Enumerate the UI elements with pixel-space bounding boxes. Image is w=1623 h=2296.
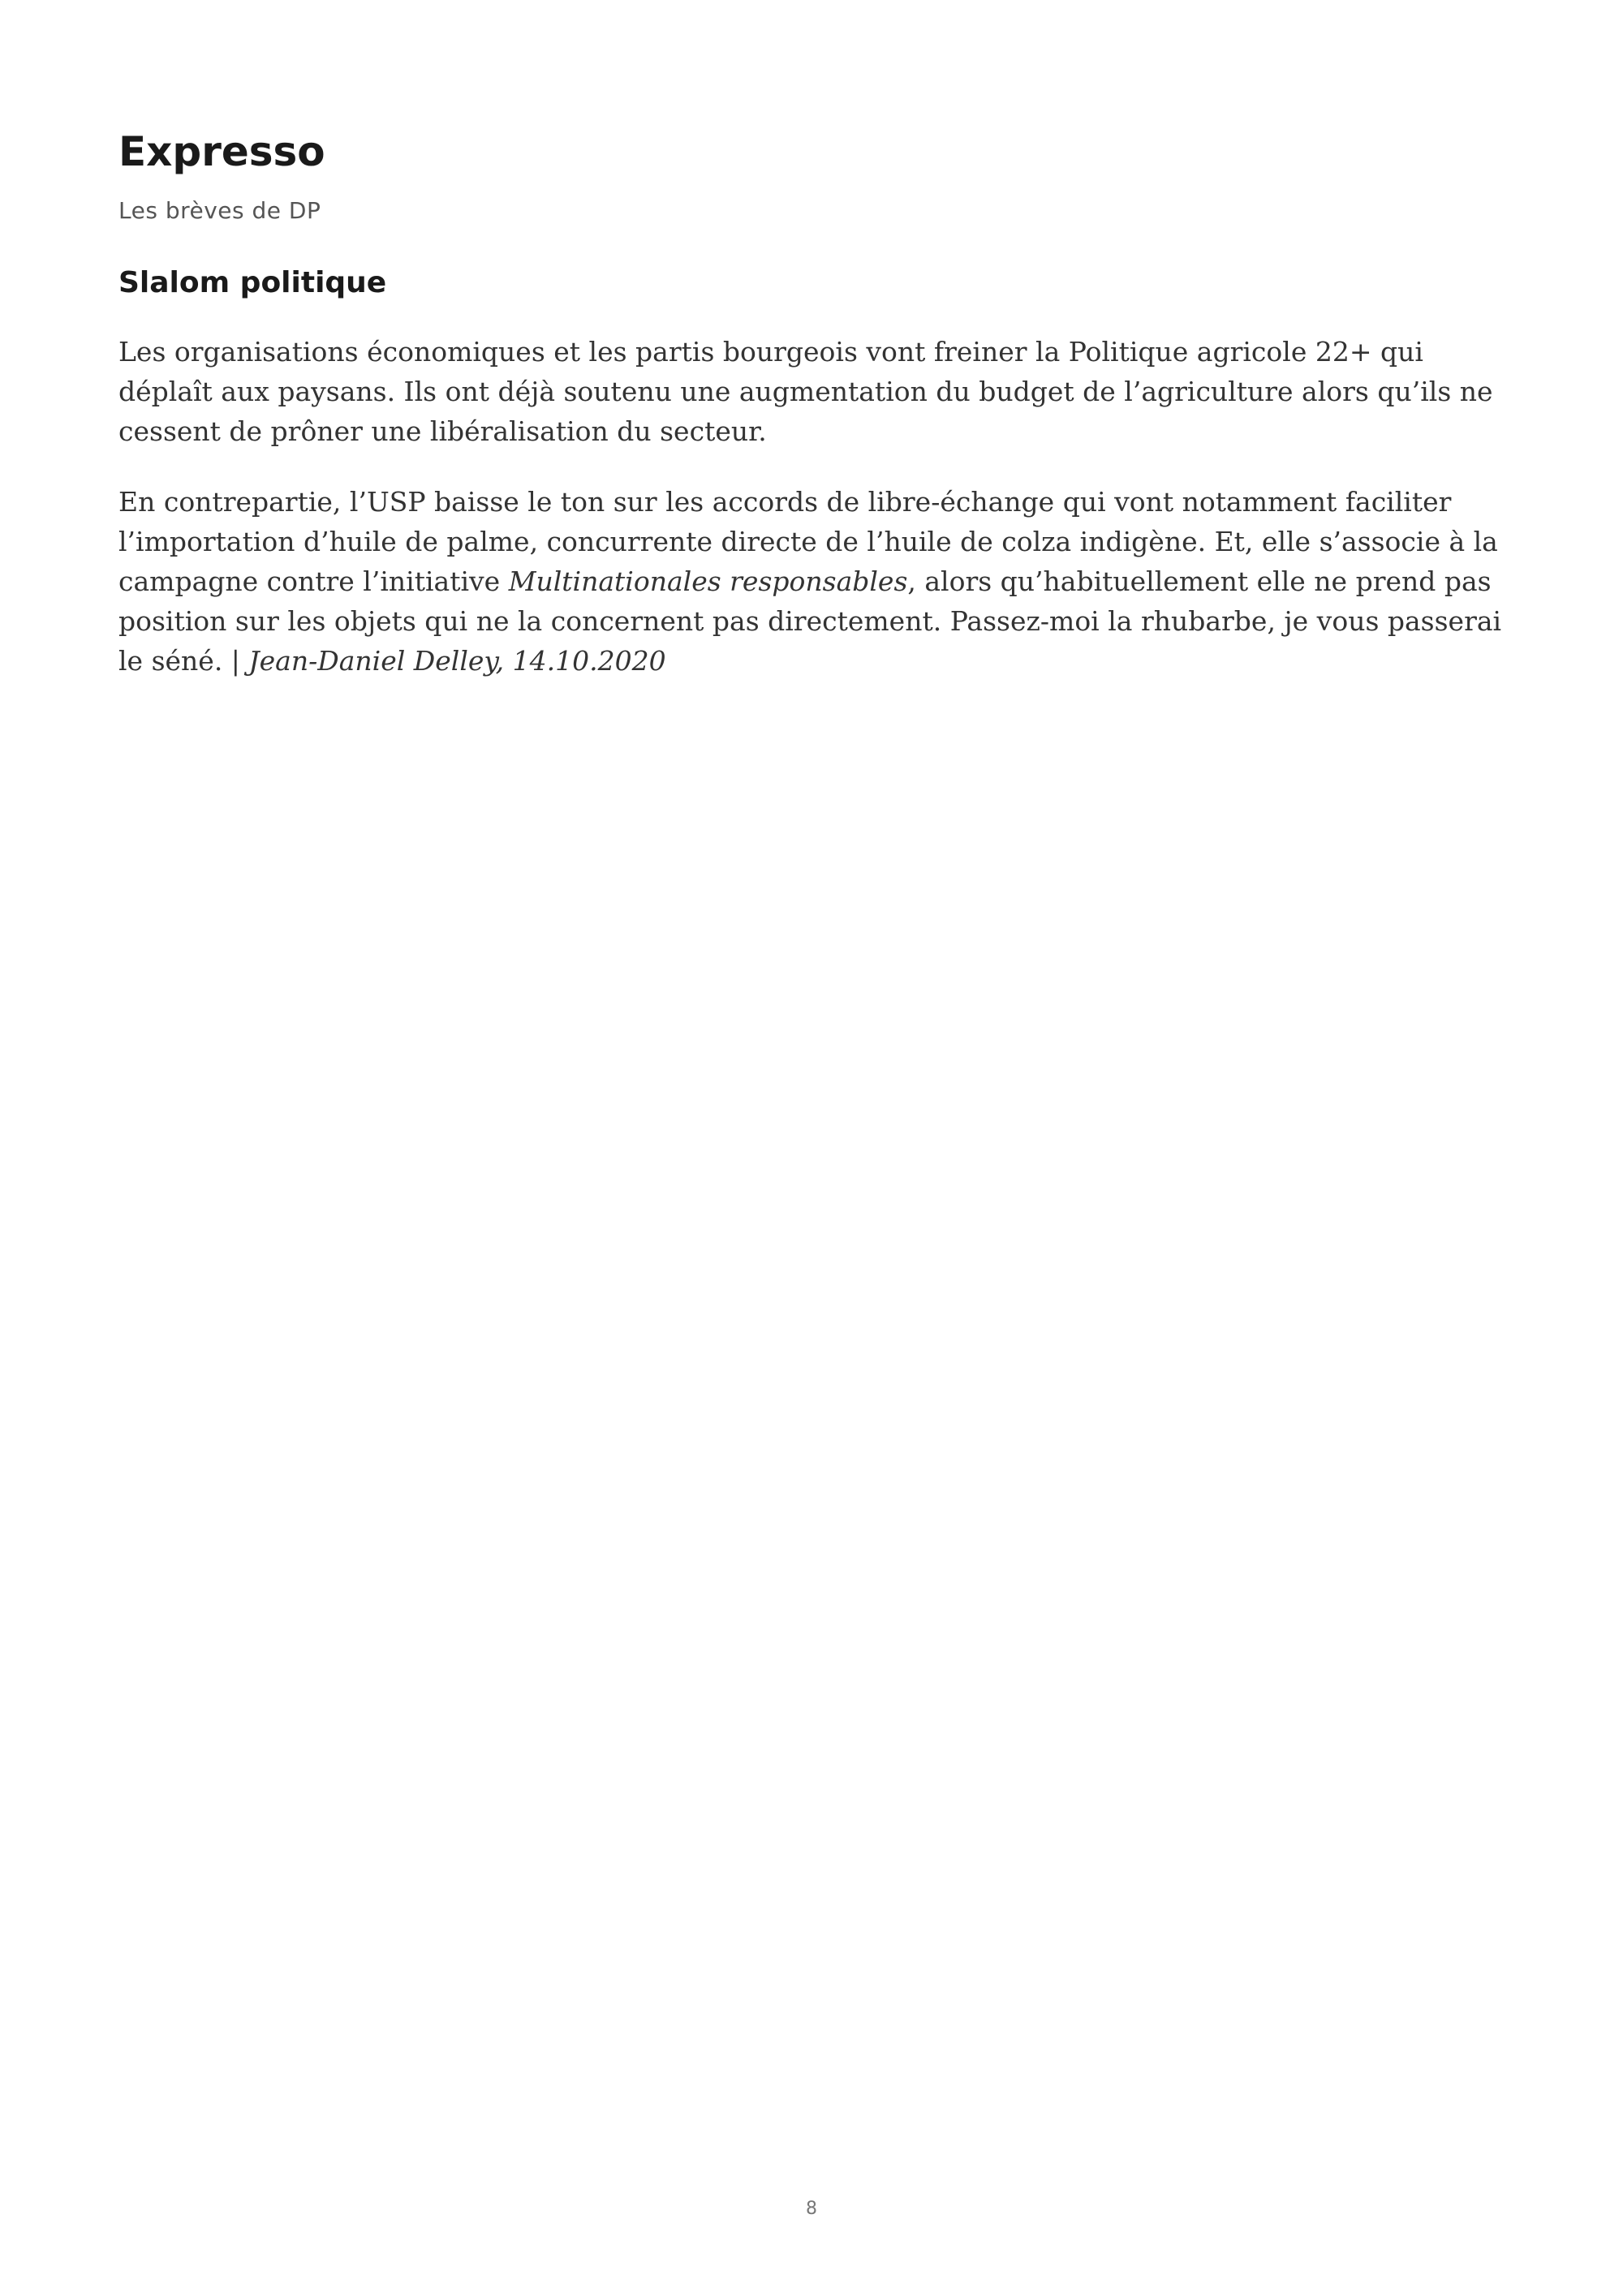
- page-title: Expresso: [118, 128, 325, 175]
- article-heading: Slalom politique: [118, 266, 387, 299]
- page-number: 8: [806, 2199, 817, 2219]
- author-signature: Jean-Daniel Delley, 14.10.2020: [248, 645, 666, 677]
- page-content: [118, 130, 1514, 681]
- article-paragraph-1: Les organisations économiques et les partis bourgeois vont freiner la Politique agricole 22+ qui déplaît aux paysans. Ils ont déjà soutenu une augmentation du budget de l’agriculture alors qu’ils ne cessent de prôner une libéralisation du secteur.: [118, 336, 1493, 447]
- article-paragraph-2: [118, 482, 1514, 681]
- paragraph-2-text-start: En contrepartie, l’USP baisse le ton sur les accords de libre-échange qui vont notamment faciliter l’importation d’huile de palme, concurrente directe de l’huile de colza indigène. Et, elle s’associe à la campagne contre l’initiative: [118, 486, 1498, 597]
- page-subtitle: Les brèves de DP: [118, 197, 321, 224]
- paragraph-2-text-end: , alors qu’habituellement elle ne prend pas position sur les objets qui ne la concernent pas directement. Passez-moi la rhubarbe, je vous passerai le séné. |: [118, 565, 1502, 677]
- initiative-name: Multinationales responsables: [508, 565, 908, 597]
